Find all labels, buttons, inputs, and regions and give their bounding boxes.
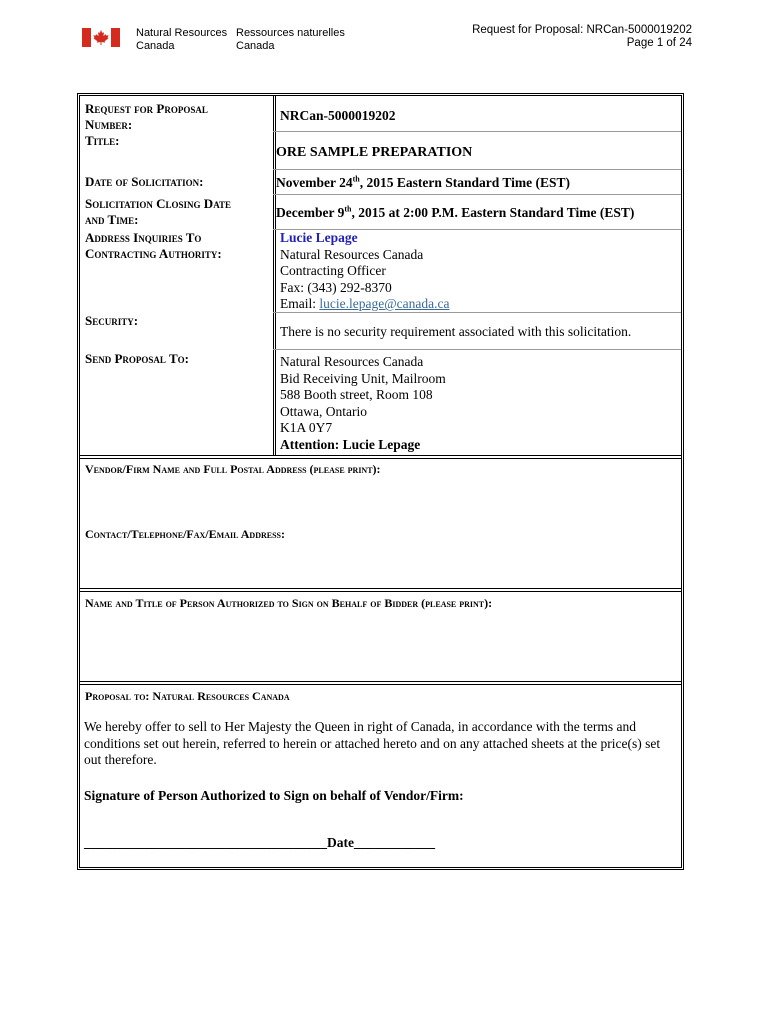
security-value: There is no security requirement associated with this solicitation. xyxy=(280,324,632,339)
section-divider xyxy=(80,681,681,685)
send-address-line: Ottawa, Ontario xyxy=(280,403,367,419)
send-attention: Attention: Lucie Lepage xyxy=(280,436,421,452)
row-divider xyxy=(273,194,681,195)
offer-text: We hereby offer to sell to Her Majesty the Queen in right of Canada, in accordance with the terms and conditions set out herein, referred to herein or attached hereto and on any attached sheets at the price(s) set out therefore. xyxy=(84,719,661,767)
title-label: Title: xyxy=(85,133,120,148)
rfp-cover-form xyxy=(77,93,684,870)
contact-name: Lucie Lepage xyxy=(280,230,358,245)
flag-center xyxy=(91,28,111,47)
signature-date-line: ____________________________________Date____________ xyxy=(84,835,435,850)
maple-leaf-icon xyxy=(92,29,110,46)
send-address-line: 588 Booth street, Room 108 xyxy=(280,387,433,402)
contact-email-label: Email: xyxy=(280,296,320,311)
row-divider xyxy=(273,169,681,170)
row-divider xyxy=(273,131,681,132)
send-address-line: K1A 0Y7 xyxy=(280,420,333,435)
row-divider xyxy=(273,312,681,313)
dept-name-fr xyxy=(236,27,345,53)
vendor-name-label: Vendor/Firm Name and Full Postal Address (please print): xyxy=(85,462,381,476)
signer-name-label: Name and Title of Person Authorized to Sign on Behalf of Bidder (please print): xyxy=(85,596,493,610)
rfp-reference: Request for Proposal: NRCan-5000019202 xyxy=(472,24,692,36)
page-number: Page 1 of 24 xyxy=(626,37,692,49)
flag-left-bar xyxy=(82,28,91,47)
canada-flag-logo xyxy=(82,28,120,47)
security-label: Security: xyxy=(85,313,139,328)
send-address-line: Natural Resources Canada xyxy=(280,354,424,369)
signature-label: Signature of Person Authorized to Sign on behalf of Vendor/Firm: xyxy=(84,788,464,803)
contact-fax: Fax: (343) 292-8370 xyxy=(280,279,392,295)
flag-right-bar xyxy=(111,28,120,47)
dept-en-line1: Natural Resources xyxy=(136,27,228,39)
closing-date-label: Solicitation Closing Date and Time: xyxy=(85,196,232,227)
send-address-line: Bid Receiving Unit, Mailroom xyxy=(280,370,446,386)
dept-name-en xyxy=(136,27,227,53)
dept-fr-line1: Ressources naturelles xyxy=(236,27,345,39)
closing-date-value: December 9th, 2015 at 2:00 P.M. Eastern Standard Time (EST) xyxy=(276,204,635,220)
section-divider xyxy=(80,455,681,459)
vendor-contact-label: Contact/Telephone/Fax/Email Address: xyxy=(85,527,285,541)
inquiries-label: Address Inquiries To Contracting Authority: xyxy=(85,230,222,261)
proposal-to-label: Proposal to: Natural Resources Canada xyxy=(85,689,290,703)
send-proposal-label: Send Proposal To: xyxy=(85,351,189,366)
row-divider xyxy=(273,349,681,350)
dept-en-line2: Canada xyxy=(136,40,175,52)
send-proposal-address xyxy=(280,354,446,453)
page-header-ref xyxy=(472,24,692,50)
contracting-authority-block xyxy=(280,230,449,313)
column-divider xyxy=(273,96,274,455)
rfp-number-label: Request for Proposal Number: xyxy=(85,101,208,132)
contact-email-link[interactable]: lucie.lepage@canada.ca xyxy=(319,296,450,311)
rfp-number-value: NRCan-5000019202 xyxy=(280,108,396,123)
contact-role: Contracting Officer xyxy=(280,263,386,278)
dept-fr-line2: Canada xyxy=(236,40,275,52)
solicitation-date-value: November 24th, 2015 Eastern Standard Time (EST) xyxy=(276,174,571,190)
section-divider xyxy=(80,588,681,592)
title-value: ORE SAMPLE PREPARATION xyxy=(276,145,473,160)
contact-org: Natural Resources Canada xyxy=(280,246,424,262)
solicitation-date-label: Date of Solicitation: xyxy=(85,174,204,189)
